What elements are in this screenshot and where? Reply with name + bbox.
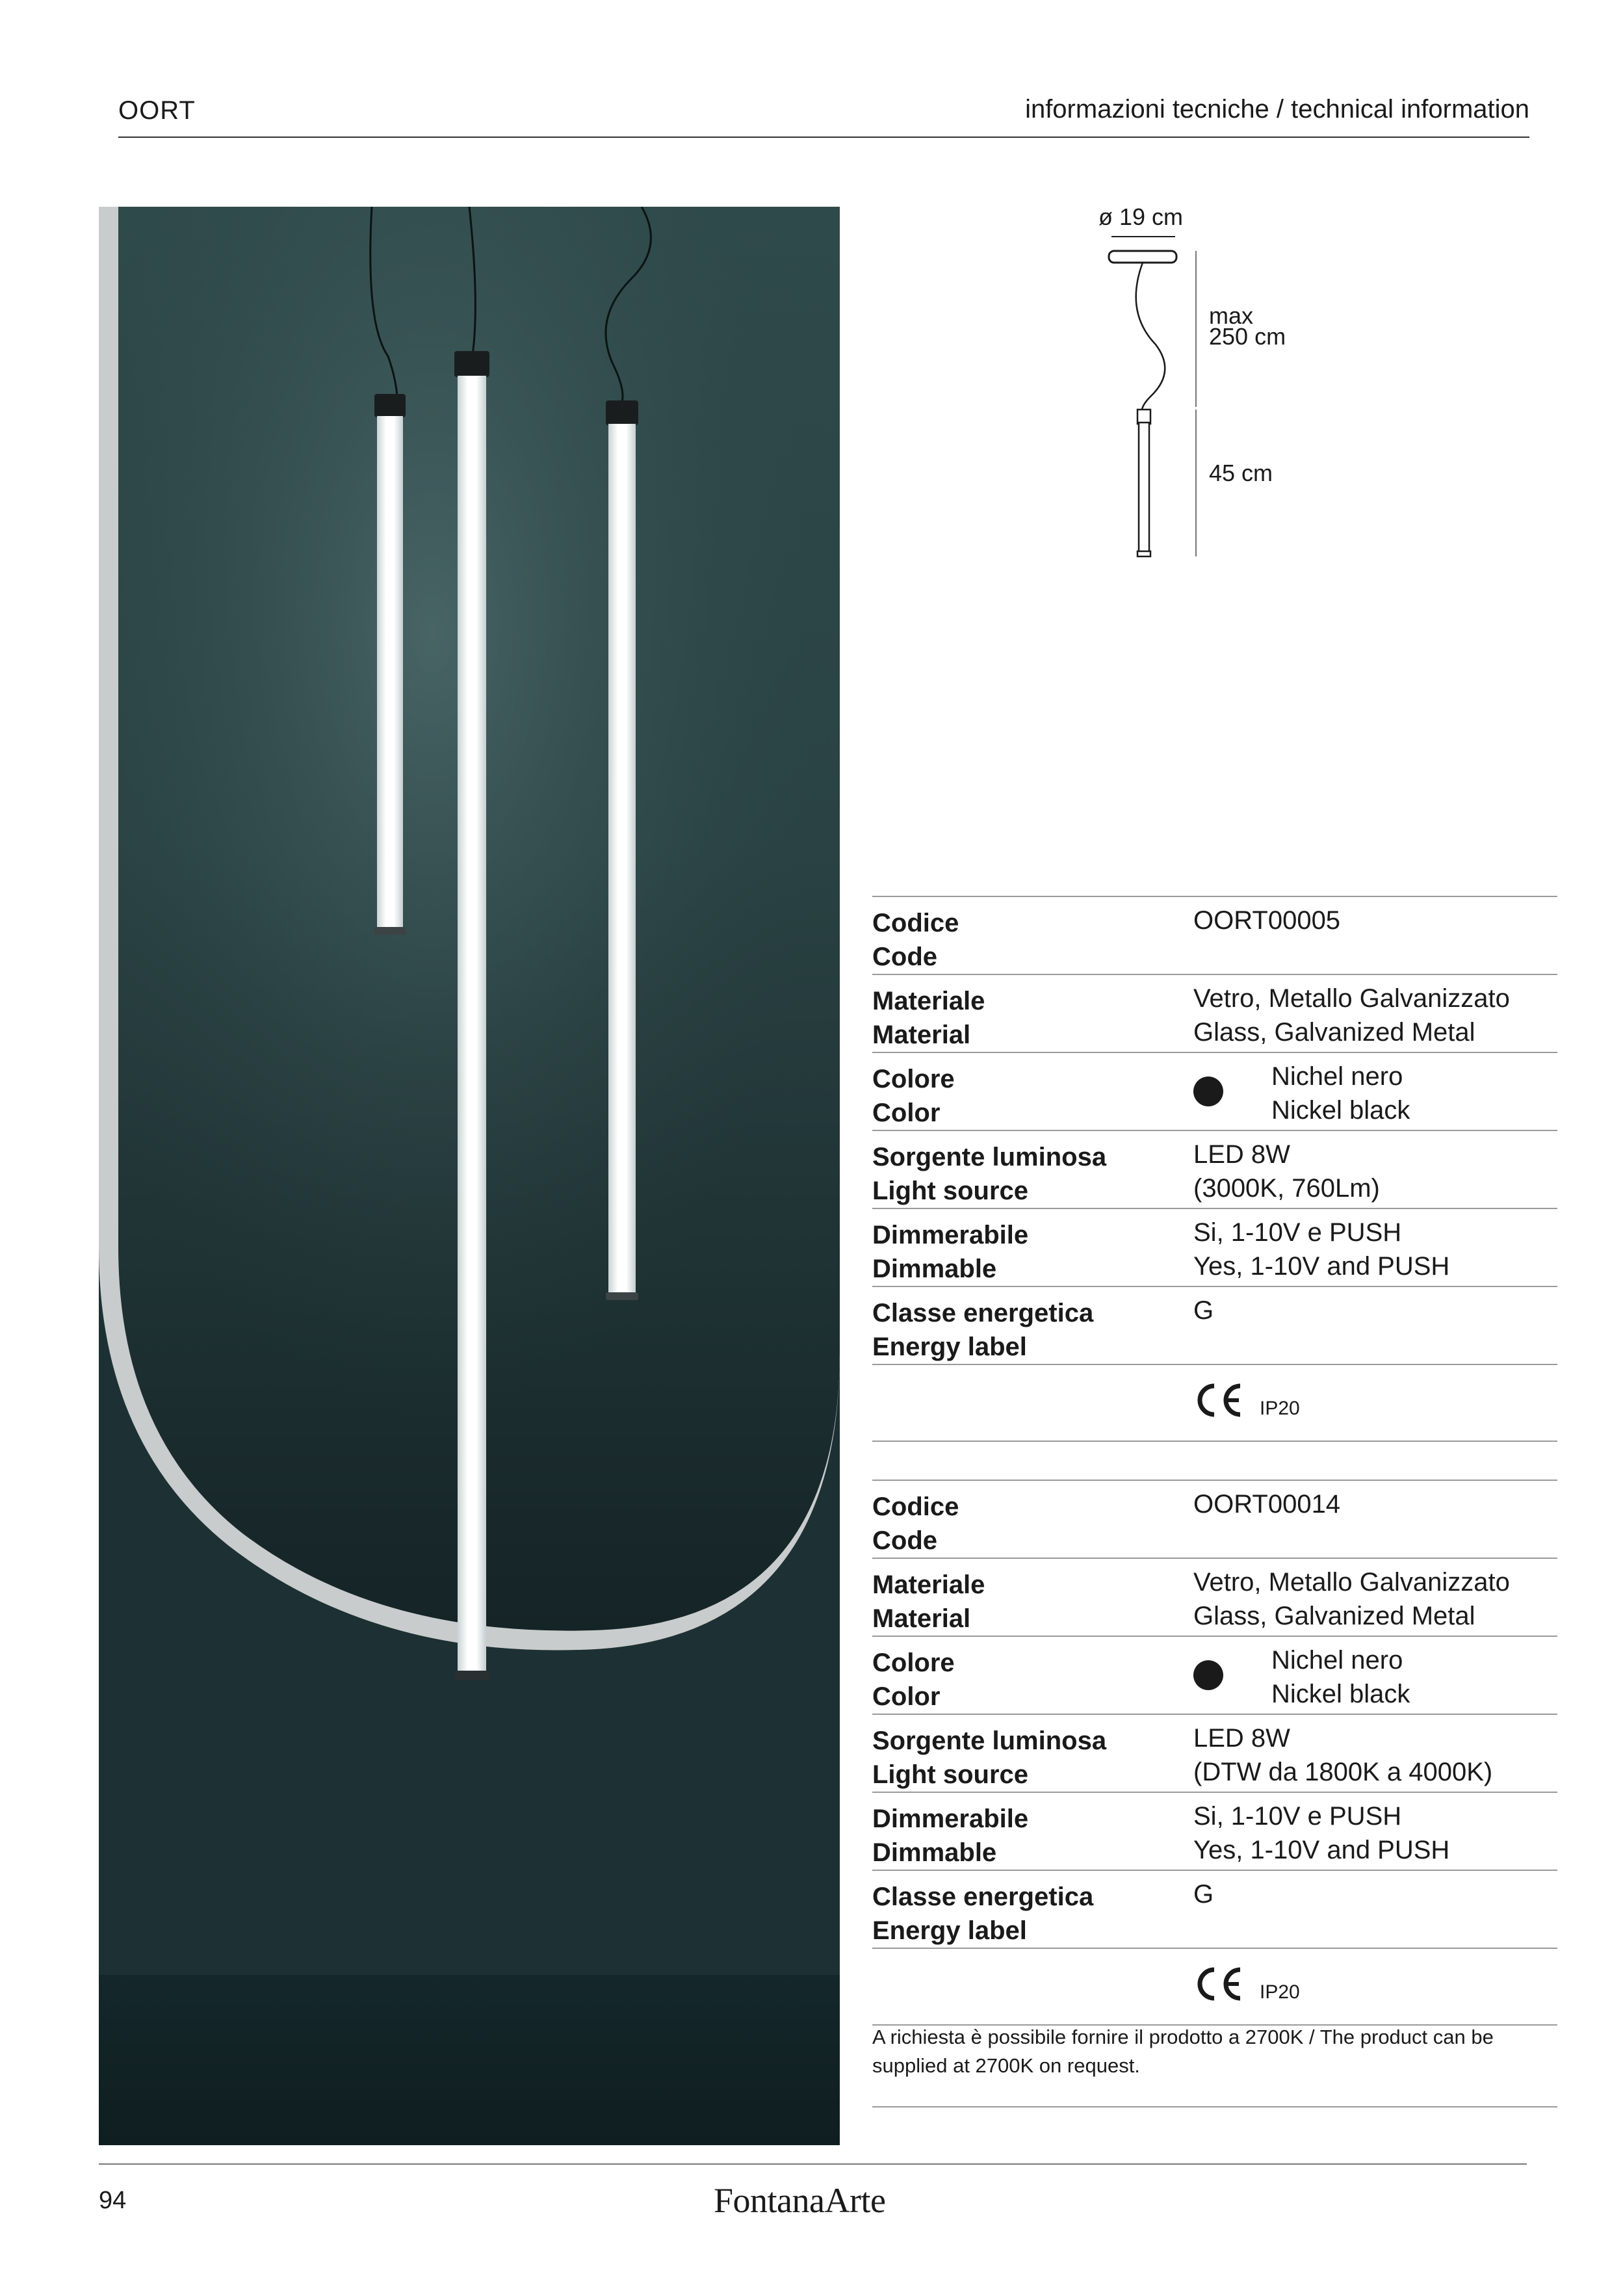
- dimension-diagram: [1079, 202, 1339, 566]
- color-label-it: Colore: [872, 1065, 955, 1093]
- code-row: [872, 1480, 1557, 1558]
- max-label: max: [1209, 302, 1254, 329]
- source-label-en: Light source: [872, 1177, 1029, 1205]
- code-value: OORT00014: [1193, 1490, 1341, 1519]
- energy-row: [872, 1870, 1557, 1948]
- dimmable-row: [872, 1792, 1557, 1870]
- page-number: 94: [99, 2187, 127, 2214]
- source-value-1: LED 8W: [1193, 1140, 1290, 1169]
- color-swatch: [1193, 1660, 1223, 1690]
- color-value-it: Nichel nero: [1271, 1062, 1403, 1091]
- material-label-en: Material: [872, 1021, 971, 1049]
- ce-mark-icon: [1193, 1966, 1245, 2002]
- source-value-2: (3000K, 760Lm): [1193, 1174, 1380, 1203]
- source-label-it: Sorgente luminosa: [872, 1143, 1107, 1171]
- material-label-it: Materiale: [872, 1571, 985, 1599]
- max-length-label: 250 cm: [1209, 323, 1286, 350]
- ip-rating: IP20: [1260, 1981, 1300, 2003]
- energy-value: G: [1193, 1880, 1214, 1909]
- material-row: [872, 974, 1557, 1052]
- material-value-en: Glass, Galvanized Metal: [1193, 1602, 1475, 1630]
- energy-row: [872, 1286, 1557, 1364]
- code-row: [872, 896, 1557, 974]
- energy-label-it: Classe energetica: [872, 1299, 1094, 1327]
- spec-table-1: [872, 896, 1557, 1442]
- dim-value-en: Yes, 1-10V and PUSH: [1193, 1252, 1450, 1281]
- color-label-en: Color: [872, 1099, 941, 1127]
- code-label-it: Codice: [872, 1493, 959, 1521]
- product-name: OORT: [118, 96, 196, 125]
- color-row: [872, 1636, 1557, 1714]
- availability-note: A richiesta è possibile fornire il prodotto a 2700K / The product can be supplied at 2700K on request.: [872, 2026, 1494, 2077]
- color-value-it: Nichel nero: [1271, 1646, 1403, 1675]
- dim-label-en: Dimmable: [872, 1255, 997, 1283]
- dimmable-row: [872, 1208, 1557, 1286]
- energy-value: G: [1193, 1296, 1214, 1325]
- material-value-en: Glass, Galvanized Metal: [1193, 1018, 1475, 1047]
- dim-label-it: Dimmerabile: [872, 1221, 1029, 1249]
- light-source-row: [872, 1714, 1557, 1792]
- color-label-en: Color: [872, 1682, 941, 1711]
- code-label-en: Code: [872, 1526, 937, 1555]
- energy-label-en: Energy label: [872, 1333, 1027, 1361]
- dim-value-it: Si, 1-10V e PUSH: [1193, 1802, 1402, 1831]
- dim-label-en: Dimmable: [872, 1838, 997, 1867]
- certification-row: [872, 1364, 1557, 1442]
- energy-label-it: Classe energetica: [872, 1883, 1094, 1911]
- color-row: [872, 1052, 1557, 1130]
- color-value-en: Nickel black: [1271, 1096, 1410, 1125]
- material-value-it: Vetro, Metallo Galvanizzato: [1193, 1568, 1510, 1597]
- color-value-en: Nickel black: [1271, 1680, 1410, 1708]
- color-label-it: Colore: [872, 1649, 955, 1677]
- source-label-en: Light source: [872, 1760, 1029, 1789]
- dim-value-it: Si, 1-10V e PUSH: [1193, 1218, 1402, 1247]
- dim-label-it: Dimmerabile: [872, 1805, 1029, 1833]
- source-label-it: Sorgente luminosa: [872, 1727, 1107, 1755]
- ce-mark-icon: [1193, 1382, 1245, 1418]
- diameter-label: ø 19 cm: [1098, 203, 1184, 230]
- source-value-1: LED 8W: [1193, 1724, 1290, 1753]
- spec-table-2: [872, 1480, 1557, 2026]
- section-title: informazioni tecniche / technical information: [1025, 95, 1529, 124]
- material-label-it: Materiale: [872, 987, 985, 1015]
- material-label-en: Material: [872, 1604, 971, 1633]
- color-swatch: [1193, 1076, 1223, 1106]
- note-divider: [872, 2106, 1557, 2107]
- footer-divider: [99, 2163, 1527, 2165]
- code-label-it: Codice: [872, 909, 959, 937]
- product-photo: [99, 207, 840, 2145]
- code-label-en: Code: [872, 943, 937, 971]
- dim-value-en: Yes, 1-10V and PUSH: [1193, 1836, 1450, 1864]
- light-source-row: [872, 1130, 1557, 1208]
- certification-row: [872, 1948, 1557, 2026]
- material-row: [872, 1558, 1557, 1636]
- header-divider: [118, 137, 1529, 138]
- tube-length-label: 45 cm: [1209, 460, 1273, 486]
- code-value: OORT00005: [1193, 906, 1341, 935]
- source-value-2: (DTW da 1800K a 4000K): [1193, 1758, 1493, 1786]
- material-value-it: Vetro, Metallo Galvanizzato: [1193, 984, 1510, 1013]
- brand-logo: FontanaArte: [714, 2181, 886, 2220]
- energy-label-en: Energy label: [872, 1916, 1027, 1945]
- ip-rating: IP20: [1260, 1398, 1300, 1419]
